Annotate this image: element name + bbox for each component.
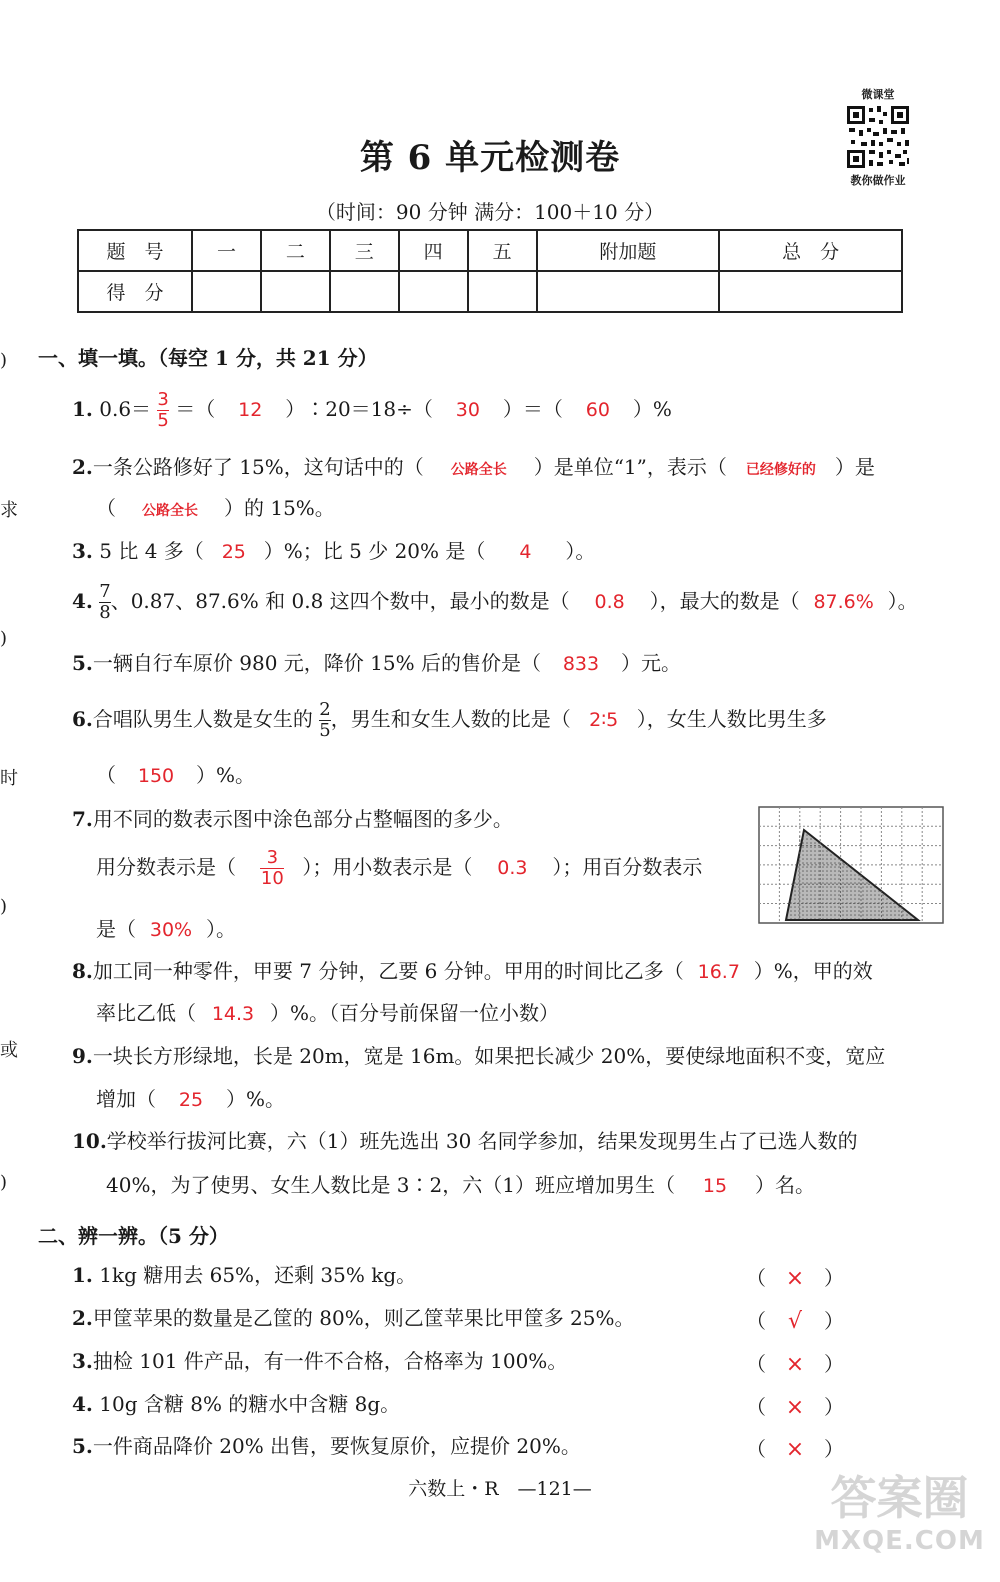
shaded-triangle-grid-figure [758, 806, 944, 924]
cross-mark-icon[interactable]: × [785, 1266, 805, 1291]
question-7-line-3 [96, 916, 236, 943]
fraction [99, 582, 110, 623]
table-header-cell: 总 分 [719, 230, 902, 271]
question-8 [72, 958, 873, 985]
score-cell[interactable] [399, 271, 468, 312]
question-2-line-2 [96, 495, 335, 524]
paren: ） [824, 1266, 844, 1290]
score-cell[interactable] [537, 271, 720, 312]
table-row-label: 得 分 [78, 271, 192, 312]
judgement-answer [746, 1391, 844, 1420]
question-text: 学校举行拔河比赛，六（1）班先选出 30 名同学参加，结果发现男生占了已选人数的 [106, 1129, 858, 1153]
question-text: 10g 含糖 8% 的糖水中含糖 8g。 [99, 1392, 401, 1416]
question-text: ）%，甲的效 [753, 959, 873, 983]
question-text: 5 比 4 多（ [99, 539, 204, 563]
margin-mark: ) [0, 350, 8, 371]
fraction-denominator: 8 [99, 602, 111, 623]
answer-text[interactable]: 公路全长 [450, 462, 507, 478]
page-footer: 六数上・R —121— [408, 1478, 592, 1500]
question-number: 6. [72, 707, 93, 731]
question-text: 用不同的数表示图中涂色部分占整幅图的多少。 [92, 807, 513, 831]
question-number: 1. [72, 1263, 93, 1287]
question-text: 一辆自行车原价 980 元，降价 15% 后的售价是（ [92, 651, 541, 675]
margin-mark: ) [0, 628, 8, 649]
question-text: 甲筐苹果的数量是乙筐的 80%，则乙筐苹果比甲筐多 25%。 [92, 1306, 635, 1330]
question-5 [72, 650, 681, 677]
fraction-numerator: 2 [319, 699, 331, 720]
judgement-item [72, 1391, 400, 1417]
answer-text[interactable]: 公路全长 [142, 503, 198, 519]
judgement-item [72, 1262, 416, 1288]
section-heading-fill-in: 一、填一填。（每空 1 分，共 21 分） [38, 346, 378, 370]
question-7 [72, 806, 513, 832]
question-text: 一块长方形绿地，长是 20m，宽是 16m。如果把长减少 20%，要使绿地面积不变，宽应 [92, 1044, 886, 1068]
question-text: 1kg 糖用去 65%，还剩 35% kg。 [99, 1263, 417, 1287]
answer-text[interactable]: 150 [137, 765, 175, 787]
question-text: 合唱队男生人数是女生的 [92, 707, 313, 731]
question-text: ）是 [834, 455, 875, 479]
answer-text[interactable]: 0.3 [497, 857, 528, 879]
score-table-header-row [78, 230, 902, 271]
question-text: ）元。 [620, 651, 681, 675]
margin-mark: 时 [0, 768, 18, 789]
question-7-line-2 [96, 848, 702, 889]
question-text: 加工同一种零件，甲要 7 分钟，乙要 6 分钟。甲用的时间比乙多（ [92, 959, 684, 983]
question-number: 8. [72, 959, 93, 983]
paren: ） [824, 1395, 844, 1419]
question-8-line-2 [96, 1000, 559, 1027]
exam-info: （时间：90 分钟 满分：100＋10 分） [315, 200, 665, 224]
fraction-denominator: 10 [260, 868, 284, 889]
answer-text[interactable]: 60 [585, 399, 610, 421]
answer-text[interactable]: 已经修好的 [745, 462, 816, 478]
judgement-answer [746, 1433, 844, 1462]
question-text: ＝（ [175, 397, 216, 421]
qr-bottom-label: 教你做作业 [850, 174, 906, 187]
question-text: ）。 [887, 589, 918, 613]
question-text: ），女生人数比男生多 [636, 707, 827, 731]
answer-text[interactable]: 25 [178, 1089, 204, 1111]
judgement-answer [746, 1348, 844, 1377]
question-text: ，男生和女生人数的比是（ [330, 707, 571, 731]
question-number: 1. [72, 397, 93, 421]
question-text: 一条公路修好了 15%，这句话中的（ [92, 455, 424, 479]
question-text: ）是单位“1”，表示（ [533, 455, 727, 479]
answer-text[interactable]: 0.8 [594, 591, 625, 613]
judgement-item [72, 1348, 567, 1374]
question-text: 40%，为了使男、女生人数比是 3∶2，六（1）班应增加男生（ [106, 1173, 675, 1197]
question-text: （ [96, 496, 116, 520]
answer-text[interactable]: 87.6% [813, 591, 874, 613]
question-text: 抽检 101 件产品，有一件不合格，合格率为 100%。 [92, 1349, 568, 1373]
answer-fraction[interactable] [242, 848, 302, 889]
question-6-line-2 [96, 762, 255, 789]
answer-text[interactable]: 25 [221, 541, 246, 563]
fraction-denominator: 5 [157, 410, 169, 431]
answer-text[interactable]: 16.7 [697, 961, 740, 983]
answer-text[interactable]: 2∶5 [589, 709, 619, 731]
question-number: 4. [72, 589, 93, 613]
table-header-cell: 二 [261, 230, 330, 271]
question-number: 5. [72, 1434, 93, 1458]
check-mark-icon[interactable]: √ [787, 1309, 803, 1334]
answer-text[interactable]: 30 [455, 399, 480, 421]
question-9 [72, 1043, 885, 1069]
answer-text[interactable]: 14.3 [211, 1003, 255, 1025]
cross-mark-icon[interactable]: × [785, 1395, 805, 1420]
question-6 [72, 700, 827, 741]
question-number: 5. [72, 651, 93, 675]
score-cell[interactable] [468, 271, 537, 312]
judgement-item [72, 1433, 581, 1459]
fraction-denominator: 5 [319, 720, 331, 741]
fraction [319, 700, 330, 741]
paren: ） [824, 1352, 844, 1376]
table-header-cell: 一 [192, 230, 261, 271]
question-text: ）名。 [754, 1173, 815, 1197]
margin-mark: ) [0, 896, 8, 917]
judgement-item [72, 1305, 635, 1331]
question-text: ）%；比 5 少 20% 是（ [263, 539, 486, 563]
question-text: ）＝（ [502, 397, 563, 421]
qr-top-label: 微课堂 [861, 88, 895, 101]
table-header-cell: 五 [468, 230, 537, 271]
table-header-cell: 三 [330, 230, 399, 271]
question-text: ）。 [565, 539, 596, 563]
answer-text[interactable]: 4 [519, 541, 532, 563]
margin-mark: 求 [0, 500, 18, 521]
answer-text[interactable]: 833 [562, 653, 600, 675]
question-number: 10. [72, 1129, 107, 1153]
question-9-line-2 [96, 1086, 285, 1113]
question-text: ）∶20＝18÷（ [285, 397, 433, 421]
watermark-text: 答案圈 [830, 1471, 969, 1525]
answer-text[interactable]: 30% [149, 919, 193, 941]
question-1 [72, 390, 672, 431]
question-text: ）；用百分数表示 [552, 855, 703, 879]
answer-text[interactable]: 15 [702, 1175, 728, 1197]
watermark-url: MXQE.COM [814, 1526, 985, 1556]
question-number: 3. [72, 1349, 93, 1373]
paren: （ [746, 1352, 766, 1376]
question-10-line-2 [106, 1172, 815, 1199]
question-text: 用分数表示是（ [96, 855, 236, 879]
question-text: ）%。（百分号前保留一位小数） [270, 1001, 560, 1025]
table-header-cell: 四 [399, 230, 468, 271]
question-text: 一件商品降价 20% 出售，要恢复原价，应提价 20%。 [92, 1434, 581, 1458]
question-text: ）%。 [196, 763, 256, 787]
judgement-answer [746, 1305, 844, 1334]
answer-text[interactable]: 12 [238, 399, 263, 421]
score-table [77, 229, 903, 313]
paren: （ [746, 1309, 766, 1333]
score-cell[interactable] [330, 271, 399, 312]
paren: ） [824, 1437, 844, 1461]
score-table-score-row [78, 271, 902, 312]
cross-mark-icon[interactable]: × [785, 1352, 805, 1377]
question-text: ）%。 [226, 1087, 286, 1111]
question-number: 2. [72, 1306, 93, 1330]
margin-mark: ) [0, 1172, 8, 1193]
score-cell[interactable] [192, 271, 261, 312]
paren: （ [746, 1437, 766, 1461]
question-text: ），最大的数是（ [649, 589, 800, 613]
question-4 [72, 582, 918, 623]
question-text: 增加（ [96, 1087, 156, 1111]
question-text: 0.6＝ [99, 397, 152, 421]
table-header-cell: 题 号 [78, 230, 192, 271]
question-text: ）；用小数表示是（ [302, 855, 473, 879]
question-text: ）。 [206, 917, 236, 941]
fraction-numerator: 7 [99, 581, 111, 602]
fraction-numerator: 3 [157, 389, 169, 410]
paren: ） [824, 1309, 844, 1333]
question-number: 4. [72, 1392, 93, 1416]
question-text: ）的 15%。 [224, 496, 335, 520]
question-text: （ [96, 763, 116, 787]
section-heading-true-false: 二、辨一辨。（5 分） [38, 1224, 229, 1248]
score-cell[interactable] [261, 271, 330, 312]
answer-fraction [157, 390, 168, 431]
paren: （ [746, 1266, 766, 1290]
judgement-answer [746, 1262, 844, 1291]
question-2 [72, 454, 875, 483]
question-text: 是（ [96, 917, 136, 941]
question-text: ）% [632, 397, 672, 421]
question-number: 2. [72, 455, 93, 479]
question-text: 、0.87、87.6% 和 0.8 这四个数中，最小的数是（ [110, 589, 570, 613]
page-title: 第 6 单元检测卷 [359, 138, 621, 178]
margin-mark: 或 [0, 1040, 18, 1061]
question-number: 7. [72, 807, 93, 831]
watermark-logo [812, 1470, 987, 1575]
cross-mark-icon[interactable]: × [785, 1437, 805, 1462]
question-number: 9. [72, 1044, 93, 1068]
paren: （ [746, 1395, 766, 1419]
question-number: 3. [72, 539, 93, 563]
question-text: 率比乙低（ [96, 1001, 196, 1025]
table-header-cell: 附加题 [537, 230, 720, 271]
fraction-numerator: 3 [266, 847, 279, 868]
score-cell[interactable] [719, 271, 902, 312]
question-10 [72, 1128, 858, 1154]
question-3 [72, 538, 595, 565]
